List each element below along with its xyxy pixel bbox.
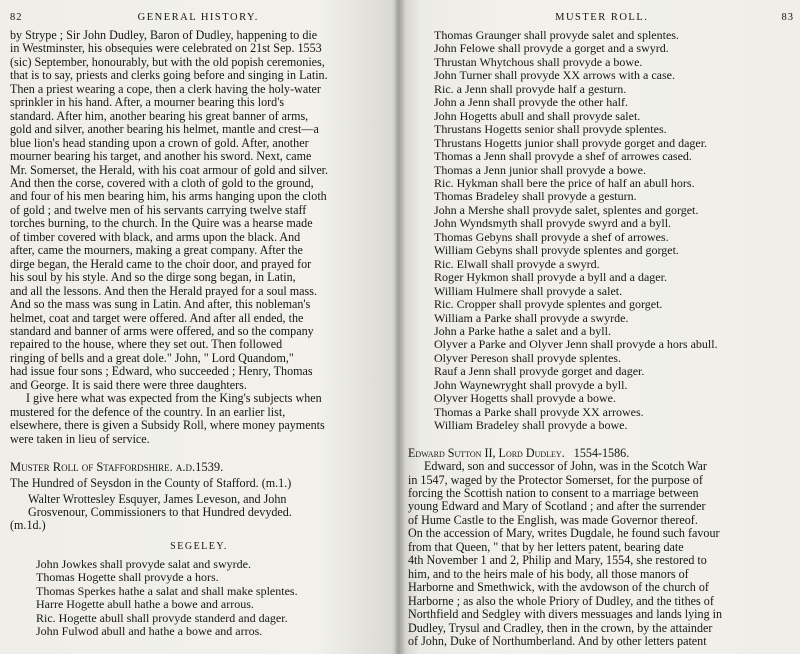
- text-line: blue lion's head standing upon a crown of gold. After, another: [10, 135, 309, 150]
- text-line: from that Queen, " that by her letters patent, bearing date: [408, 539, 684, 554]
- roll-entry: Thomas a Jenn junior shall provyde a bowe.: [434, 162, 646, 177]
- roll-entry: Olyver Pereson shall provyde splentes.: [434, 350, 621, 365]
- left-paragraph-1: [10, 29, 388, 392]
- text-line: standard and banner of arms were offered, and so the company: [10, 323, 314, 338]
- edward-heading-years: 1554-1586.: [573, 445, 630, 460]
- text-line: repaired to the house, where they set out. Then followed: [10, 337, 283, 352]
- text-line: of gold ; and twelve men of his servants carrying twelve staff: [10, 202, 307, 217]
- text-line: after, came the mourners, making a great company. After the: [10, 243, 303, 258]
- muster-roll-heading: Muster Roll of Staffordshire. a.d.1539.: [10, 460, 224, 475]
- commissioners-block: [10, 493, 388, 533]
- text-line: ringing of bells and a great dole." John, " Lord Quandom,": [10, 350, 294, 365]
- text-line: And then the corse, covered with a cloth of gold to the ground,: [10, 175, 314, 190]
- roll-entry: William a Parke shall provyde a swyrde.: [434, 310, 629, 325]
- text-line: torches burning, to the church. In the Quire was a hearse made: [10, 216, 313, 231]
- roll-entry: Ric. Cropper shall provyde splentes and gorget.: [434, 297, 663, 312]
- text-line: by Strype ; Sir John Dudley, Baron of Dudley, happening to die: [10, 28, 318, 42]
- text-line: his soul by his style. And so the dirge song began, in Latin,: [10, 270, 296, 285]
- text-line: Edward, son and successor of John, was in the Scotch War: [424, 459, 707, 474]
- text-line: young Edward and Mary of Scotland ; and after the surrender: [408, 499, 706, 514]
- roll-entry: Ric. Hykman shall bere the price of half an abull hors.: [434, 175, 695, 190]
- text-line: dirge began, the Herald came to the choir door, and prayed for: [10, 256, 312, 271]
- roll-entry: Ric. Elwall shall provyde a swyrd.: [434, 256, 600, 271]
- text-line: mourner bearing his target, and another his sword. Next, came: [10, 149, 312, 164]
- text-line: And so the mass was sung in Latin. And after, this nobleman's: [10, 297, 311, 312]
- roll-entry: John a Parke hathe a salet and a byll.: [434, 323, 611, 338]
- left-paragraph-2: [10, 392, 388, 446]
- hundred-line: The Hundred of Seysdon in the County of Stafford. (m.1.): [10, 476, 292, 491]
- roll-entry: Thomas Graunger shall provyde salet and splentes.: [434, 28, 679, 42]
- segeley-subheading: SEGELEY.: [170, 540, 228, 552]
- text-line: mustered for the defence of the country. In an earlier list,: [10, 404, 286, 419]
- text-line: elsewhere, there is given a Subsidy Roll, where money payments: [10, 418, 325, 433]
- text-line: in 1547, waged by the Protector Somerset, for the purpose of: [408, 472, 703, 487]
- text-line: Northfield and Sedgley with divers messuages and lands lying in: [408, 607, 723, 622]
- roll-entry: Thrustans Hogetts senior shall provyde splentes.: [434, 122, 667, 137]
- roll-entry: Olyver a Parke and Olyver Jenn shall provyde a hors abull.: [434, 337, 718, 352]
- text-line: (m.1d.): [10, 518, 46, 533]
- left-page: [0, 0, 396, 654]
- left-running-head: [10, 12, 388, 23]
- text-line: Dudley, Trysul and Cradley, then in the crown, by the attainder: [408, 620, 713, 635]
- text-line: On the accession of Mary, writes Dugdale, he found such favour: [408, 526, 720, 541]
- roll-entry: William Bradeley shall provyde a bowe.: [434, 418, 628, 433]
- roll-entry: Thomas Sperkes hathe a salat and shall make splentes.: [36, 583, 298, 598]
- text-line: Harborne ; as also the whole Priory of Dudley, and the tithes of: [408, 593, 714, 608]
- roll-entry: Olyver Hogetts shall provyde a bowe.: [434, 391, 616, 406]
- roll-entry: John a Mershe shall provyde salet, splentes and gorget.: [434, 202, 699, 217]
- text-line: Mr. Somerset, the Herald, with his coat armour of gold and silver.: [10, 162, 329, 177]
- text-line: Grosvenour, Commissioners to that Hundred devyded.: [28, 505, 292, 519]
- roll-entry: John Turner shall provyde XX arrows with a case.: [434, 68, 675, 83]
- book-gutter: [392, 0, 406, 654]
- text-line: in Westminster, his obsequies were celebrated on 21st Sep. 1553: [10, 41, 322, 56]
- roll-entry: Harre Hogette abull hathe a bowe and arrous.: [36, 597, 254, 612]
- roll-entry: John Felowe shall provyde a gorget and a swyrd.: [434, 41, 669, 56]
- text-line: Harborne and Smethwick, with the avdowson of the church of: [408, 580, 709, 595]
- text-line: gold and silver, another bearing his helmet, mantle and crest—a: [10, 122, 319, 137]
- edward-sutton-heading: [408, 447, 794, 461]
- roll-entry: Rauf a Jenn shall provyde gorget and dager.: [434, 364, 645, 379]
- text-line: him, and to the heirs male of his body, all those manors of: [408, 566, 689, 581]
- roll-entry: Thomas a Jenn shall provyde a shef of arrowes cased.: [434, 149, 692, 164]
- roll-entry: John Wyndsmyth shall provyde swyrd and a byll.: [434, 216, 672, 231]
- right-roll-list: [408, 29, 794, 433]
- right-running-title: MUSTER ROLL.: [555, 12, 649, 23]
- roll-entry: John Jowkes shall provyde salat and swyrde.: [36, 556, 251, 571]
- text-line: of timber covered with black, and arms upon the black. And: [10, 229, 301, 244]
- roll-entry: Thrustans Hogetts junior shall provyde gorget and dager.: [434, 135, 708, 150]
- text-line: forcing the Scottish nation to consent to a marriage between: [408, 486, 699, 500]
- roll-entry: John Fulwod abull and hathe a bowe and arros.: [36, 624, 263, 639]
- text-line: had issue four sons ; Edward, who succeeded ; Henry, Thomas: [10, 364, 313, 379]
- roll-entry: Thomas a Parke shall provyde XX arrowes.: [434, 404, 644, 419]
- edward-paragraph: [408, 460, 794, 648]
- roll-entry: Thomas Hogette shall provyde a hors.: [36, 570, 219, 585]
- text-line: I give here what was expected from the King's subjects when: [26, 391, 322, 406]
- roll-entry: William Hulmere shall provyde a salet.: [434, 283, 623, 298]
- text-line: Then a priest wearing a cope, then a clerk having the holy-water: [10, 81, 321, 96]
- text-line: standard. After him, another bearing his great banner of arms,: [10, 108, 309, 123]
- text-line: and George. It is said there were three daughters.: [10, 377, 247, 392]
- right-page-number: 83: [781, 12, 794, 23]
- text-line: 4th November 1 and 2, Philip and Mary, 1554, she restored to: [408, 553, 707, 568]
- roll-entry: Thrustan Whytchous shall provyde a bowe.: [434, 54, 643, 69]
- left-roll-list: [10, 558, 388, 639]
- right-page: [396, 0, 800, 654]
- roll-entry: Ric. a Jenn shall provyde half a gesturn.: [434, 81, 627, 96]
- roll-entry: Roger Hykmon shall provyde a byll and a dager.: [434, 270, 667, 285]
- roll-entry: John Hogetts abull and shall provyde salet.: [434, 108, 641, 123]
- left-page-number: 82: [10, 12, 23, 23]
- roll-entry: Thomas Bradeley shall provyde a gesturn.: [434, 189, 637, 204]
- text-line: of Hume Castle to the English, was made Governor thereof.: [408, 512, 698, 527]
- roll-entry: Ric. Hogette abull shall provyde standerd and dager.: [36, 610, 288, 625]
- roll-entry: John a Jenn shall provyde the other half.: [434, 95, 628, 110]
- roll-entry: John Waynewryght shall provyde a byll.: [434, 377, 628, 392]
- text-line: (sic) September, honourably, but with the old popish ceremonies,: [10, 54, 325, 69]
- text-line: helmet, coat and target were offered. And after all ended, the: [10, 310, 304, 325]
- text-line: of John, Duke of Northumberland. And by other letters patent: [408, 633, 707, 648]
- roll-entry: William Gebyns shall provyde splentes and gorget.: [434, 243, 679, 258]
- text-line: that is to say, priests and clerks going before and singing in Latin.: [10, 68, 328, 83]
- left-running-title: GENERAL HISTORY.: [137, 12, 259, 23]
- text-line: and all the lessons. And then the Herald prayed for a soul mass.: [10, 283, 317, 298]
- text-line: were taken in lieu of service.: [10, 431, 150, 446]
- edward-heading-name: Edward Sutton II, Lord Dudley.: [408, 445, 565, 460]
- text-line: Walter Wrottesley Esquyer, James Leveson, and John: [28, 491, 287, 506]
- roll-entry: Thomas Gebyns shall provyde a shef of arrowes.: [434, 229, 669, 244]
- text-line: sprinkler in his hand. After, a mourner bearing this lord's: [10, 95, 285, 110]
- right-running-head: [408, 12, 794, 23]
- text-line: and four of his men bearing him, his arms hanging upon the cloth: [10, 189, 327, 204]
